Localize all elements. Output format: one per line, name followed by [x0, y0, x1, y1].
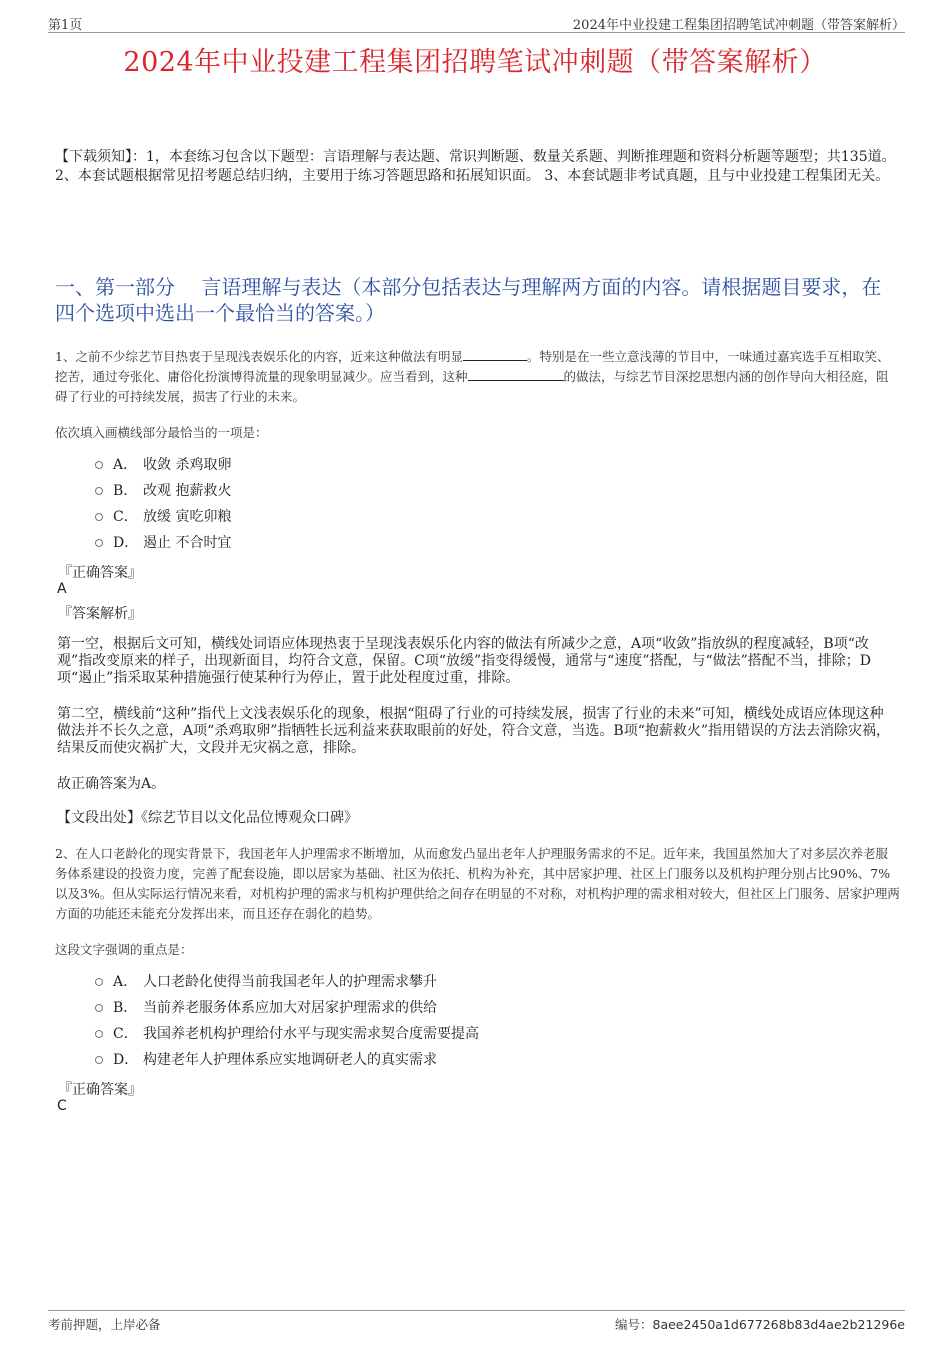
option-d[interactable]	[95, 530, 231, 556]
option-c[interactable]	[95, 1021, 479, 1047]
answer-label: 『正确答案』	[58, 1082, 142, 1098]
radio-icon[interactable]	[95, 978, 103, 986]
analysis-paragraph-2: 第二空，横线前“这种”指代上文浅表娱乐化的现象，根据“阻碍了行业的可持续发展，损害了行业的未来”可知，横线处成语应体现这种做法并不长久之意，A项“杀鸡取卵”指牺牲长远利益来获取眼前的好处，符合文意，当选。B项“抱薪救火”指用错误的方法去消除灾祸，结果反而使灾祸扩大，文段并无灾祸之意，排除。	[57, 706, 891, 756]
question-1-prompt: 依次填入画横线部分最恰当的一项是：	[55, 425, 268, 440]
question-1-text-part-c: 的做法，与综艺节目深挖思想内涵的创作导向大相径庭，阻碍了行业的可持续发展，损害了行业的未来。	[55, 369, 889, 404]
blank-2	[468, 368, 564, 381]
header-doc-title: 2024年中业投建工程集团招聘笔试冲刺题（带答案解析）	[572, 18, 905, 33]
option-a[interactable]	[95, 969, 479, 995]
radio-icon[interactable]	[95, 461, 103, 469]
radio-icon[interactable]	[95, 487, 103, 495]
radio-icon[interactable]	[95, 513, 103, 521]
option-b[interactable]	[95, 995, 479, 1021]
section-title: 一、第一部分 言语理解与表达（本部分包括表达与理解两方面的内容。请根据题目要求，在四个选项中选出一个最恰当的答案。）	[55, 275, 882, 325]
question-1-options	[95, 452, 231, 556]
page-header	[48, 12, 905, 33]
option-text: 我国养老机构护理给付水平与现实需求契合度需要提高	[143, 1026, 479, 1042]
question-1-text-part-a: 1、之前不少综艺节目热衷于呈现浅表娱乐化的内容，近来这种做法有明显	[55, 349, 463, 364]
answer-conclusion: 故正确答案为A。	[57, 776, 166, 792]
option-text: 改观 抱薪救火	[143, 483, 232, 499]
radio-icon[interactable]	[95, 539, 103, 547]
question-1-text-part-b: 。特别是在一些立意浅薄的节目中，一味通过嘉宾选手互相取笑、挖苦，通过夸张化、庸俗化扮演博得流量的现象明显减少。应当看到，这种	[55, 349, 890, 384]
analysis-label: 『答案解析』	[58, 606, 142, 622]
option-text: 人口老龄化使得当前我国老年人的护理需求攀升	[143, 974, 437, 990]
option-b[interactable]	[95, 478, 231, 504]
answer-value: C	[57, 1098, 67, 1114]
question-1-text	[55, 347, 900, 407]
radio-icon[interactable]	[95, 1056, 103, 1064]
download-notice: 【下载须知】：1，本套练习包含以下题型：言语理解与表达题、常识判断题、数量关系题、判断推理题和资料分析题等题型；共135道。 2、本套试题根据常见招考题总结归纳，主要用于练习答题思路和拓展知识面。 3、本套试题非考试真题，且与中业投建工程集团无关。	[55, 149, 896, 184]
option-letter: C．	[113, 1026, 138, 1042]
question-2-text: 2、在人口老龄化的现实背景下，我国老年人护理需求不断增加，从而愈发凸显出老年人护理服务需求的不足。近年来，我国虽然加大了对多层次养老服务体系建设的投资力度，完善了配套设施，即以居家为基础、社区为依托、机构为补充，其中居家护理、社区上门服务以及机构护理分别占比90%、7%以及3%。但从实际运行情况来看，对机构护理的需求与机构护理供给之间存在明显的不对称，对机构护理的需求相对较大，但社区上门服务、居家护理两方面的功能还未能充分发挥出来，而且还存在弱化的趋势。	[55, 846, 900, 921]
answer-value: A	[57, 581, 67, 597]
option-letter: B．	[113, 1000, 138, 1016]
text-source: 【文段出处】《综艺节目以文化品位博观众口碑》	[57, 810, 358, 826]
option-text: 当前养老服务体系应加大对居家护理需求的供给	[143, 1000, 437, 1016]
footer-code-value: 8aee2450a1d677268b83d4ae2b21296e	[652, 1317, 905, 1332]
option-c[interactable]	[95, 504, 231, 530]
option-a[interactable]	[95, 452, 231, 478]
option-text: 放缓 寅吃卯粮	[143, 509, 232, 525]
footer-code-label: 编号：	[614, 1317, 653, 1332]
option-d[interactable]	[95, 1047, 479, 1073]
answer-label: 『正确答案』	[58, 565, 142, 581]
analysis-paragraph-1: 第一空，根据后文可知，横线处词语应体现热衷于呈现浅表娱乐化内容的做法有所减少之意，A项“收敛”指放纵的程度减轻，B项“改观”指改变原来的样子，出现新面目，均符合文意，保留。C项“放缓”指变得缓慢，通常与“速度”搭配，与“做法”搭配不当，排除；D项“遏止”指采取某种措施强行使某种行为停止，置于此处程度过重，排除。	[57, 636, 872, 686]
option-letter: A．	[113, 457, 138, 473]
option-letter: C．	[113, 509, 138, 525]
option-letter: D．	[113, 535, 139, 551]
option-letter: A．	[113, 974, 138, 990]
option-text: 构建老年人护理体系应实地调研老人的真实需求	[143, 1052, 437, 1068]
option-text: 遏止 不合时宜	[143, 535, 232, 551]
document-title: 2024年中业投建工程集团招聘笔试冲刺题（带答案解析）	[123, 47, 827, 78]
radio-icon[interactable]	[95, 1030, 103, 1038]
option-text: 收敛 杀鸡取卵	[143, 457, 232, 473]
option-letter: D．	[113, 1052, 139, 1068]
radio-icon[interactable]	[95, 1004, 103, 1012]
page-number: 第1页	[48, 18, 83, 33]
option-letter: B．	[113, 483, 138, 499]
page-footer	[48, 1310, 905, 1333]
footer-slogan: 考前押题，上岸必备	[48, 1317, 161, 1332]
footer-code	[615, 1315, 905, 1333]
question-2-prompt: 这段文字强调的重点是：	[55, 942, 193, 957]
question-2-options	[95, 969, 479, 1073]
blank-1	[463, 348, 527, 361]
